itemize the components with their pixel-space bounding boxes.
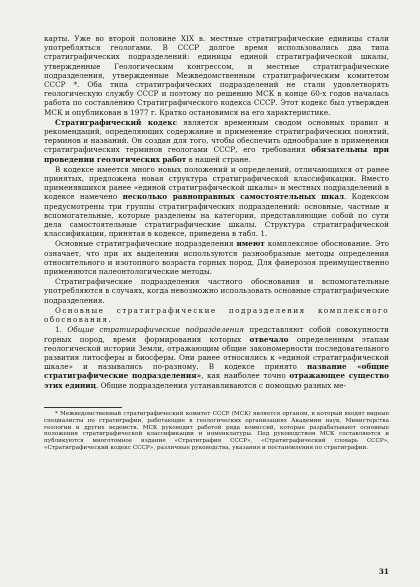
- paragraph-general-units: 1. Общие стратиграфические подразделения представляют собой совокупности горных пород, время формирования которых отвечало определенным этапам геологической истории Земли, отражающим общие закономерности последовательного развития литосферы и биосферы. Они ранее относились к «единой стратиграфической шкале» и назывались по-разному. В кодексе принято название «общие стратиграфические подразделения», как наиболее точно отражающее существо этих единиц. Общие подразделения устанавливаются с помощью разных ме-: [44, 325, 389, 390]
- paragraph-5: Стратиграфические подразделения частного обоснования и вспомогательные употребляются в случаях, когда невозможно использовать основные стратиграфические подразделения.: [44, 277, 389, 305]
- section-heading: Основные стратиграфические подразделения комплексного обоснования.: [44, 305, 389, 325]
- paragraph-3: В кодексе имеется много новых положений и определений, отличающихся от ранее принятых, предложена новая структура стратиграфической классификации. Вместо применявшихся ранее «единой стратиграфической шкалы» и местных подразделений в кодексе намечено несколько равноправных самостоятельных шкал. Кодексом предусмотрены три группы стратиграфических подразделений: основные, частные и вспомогательные, которые разделены на категории, представляющие собой по сути дела самостоятельные стратиграфические шкалы. Структура стратиграфической классификации, принятая в кодексе, приведена в табл. 1.: [44, 164, 389, 239]
- footnote: * Межведомственный стратиграфический комитет СССР (МСК) является органом, в который входят видные специалисты по стратиграфии, работающие в геологических организациях Академии наук, Министерства геологии и других ведомств. МСК руководит работой ряда комиссий, которые разрабатывают основные положения стратиграфической классификации и номенклатуры. Под руководством МСК составляются и публикуются многотомное издание «Стратиграфия СССР», «Стратиграфический словарь СССР», «Стратиграфический кодекс СССР», различные руководства, указания и постановления по стратиграфии.: [44, 410, 389, 452]
- term-stratigraphic-code: Стратиграфический кодекс: [55, 117, 178, 127]
- paragraph-1: карты. Уже во второй половине XIX в. местные стратиграфические единицы стали употребляться геологами. В СССР долгое время использовались два типа стратиграфических подразделений: единицы единой стратиграфической шкалы, утвержденные Геологическим конгрессом, и местные стратиграфические подразделения, утвержденные Межведомственным стратиграфическим комитетом СССР *. Оба типа стратиграфических подразделений не стали удовлетворять геологическую службу СССР и поэтому по решению МСК в конце 60-х годов началась работа по составлению Стратиграфического кодекса СССР. Этот кодекс был утвержден МСК и опубликован в 1977 г. Кратко остановимся на его характеристике.: [44, 34, 389, 117]
- paragraph-2: Стратиграфический кодекс является временным сводом основных правил и рекомендаций, определяющих содержание и применение стратиграфических понятий, терминов и названий. Он создан для того, чтобы обеспечить однообразие в применении стратиграфических терминов геологами СССР, его требования обязательны при проведении геологических работ в нашей стране.: [44, 117, 390, 164]
- footnote-divider: [44, 407, 122, 408]
- page-number: 31: [378, 567, 389, 576]
- main-text: [44, 34, 389, 390]
- paragraph-4: Основные стратиграфические подразделения имеют комплексное обоснование. Это означает, что при их выделении используются разнообразные методы определения относительного и изотопного возраста горных пород. Для фанерозоя преимущественно применяются палеонтологические методы.: [44, 239, 389, 277]
